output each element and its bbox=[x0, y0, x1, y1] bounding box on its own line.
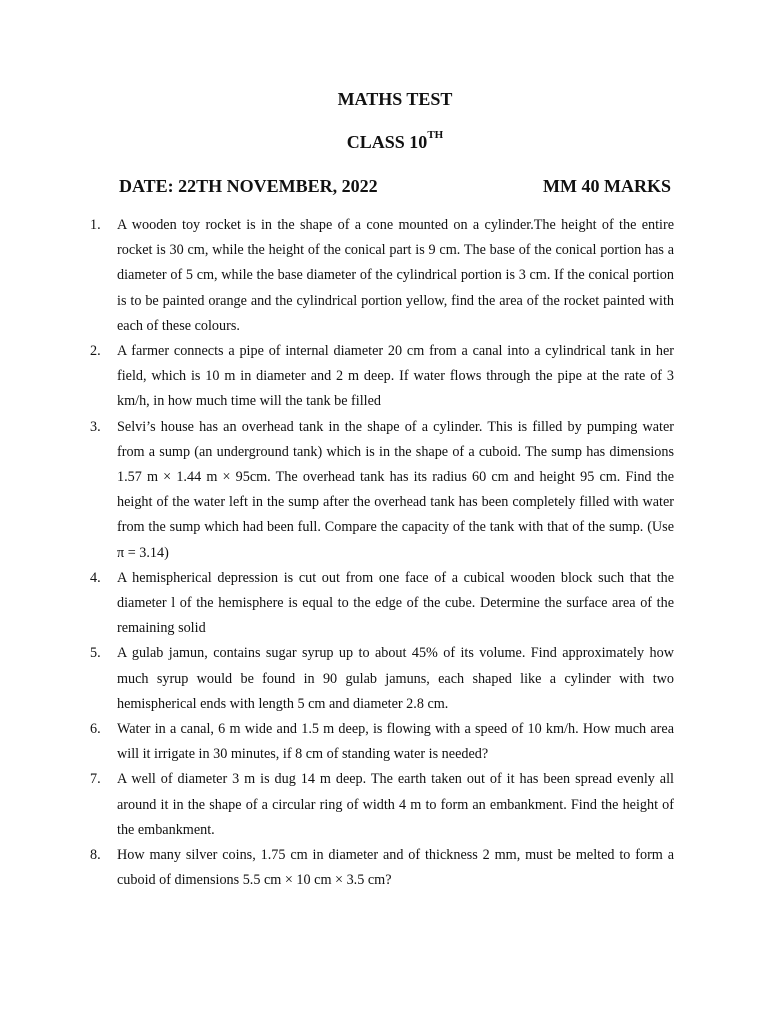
question-item bbox=[90, 767, 674, 843]
question-item bbox=[90, 843, 674, 893]
question-text: A well of diameter 3 m is dug 14 m deep. The earth taken out of it has been spread evenly all around it in the shape of a circular ring of width 4 m to form an embankment. Find the height of the embankment. bbox=[117, 771, 674, 838]
question-text: A wooden toy rocket is in the shape of a cone mounted on a cylinder.The height of the entire rocket is 30 cm, while the height of the conical part is 9 cm. The base of the conical portion has a diameter of 5 cm, while the base diameter of the cylindrical portion is 3 cm. If the conical portion is to be painted orange and the cylindrical portion yellow, find the area of the rocket painted with each of these colours. bbox=[117, 217, 674, 334]
question-number: 2. bbox=[90, 343, 101, 360]
question-item bbox=[90, 641, 674, 717]
question-number: 3. bbox=[90, 418, 101, 435]
max-marks: MM 40 MARKS bbox=[543, 176, 671, 196]
question-number: 1. bbox=[90, 217, 101, 233]
question-number: 6. bbox=[90, 721, 101, 738]
class-superscript: TH bbox=[427, 129, 444, 141]
question-list bbox=[90, 213, 674, 893]
question-number: 4. bbox=[90, 569, 101, 586]
question-text: Water in a canal, 6 m wide and 1.5 m deep, is flowing with a speed of 10 km/h. How much area will it irrigate in 30 minutes, if 8 cm of standing water is needed? bbox=[117, 721, 674, 763]
class-label: CLASS 10 bbox=[346, 132, 428, 152]
question-text: How many silver coins, 1.75 cm in diameter and of thickness 2 mm, must be melted to form a cuboid of dimensions 5.5 cm × 10 cm × 3.5 cm? bbox=[117, 847, 674, 889]
page-title: MATHS TEST bbox=[337, 89, 453, 109]
date-marks-line bbox=[119, 176, 671, 197]
test-date: DATE: 22TH NOVEMBER, 2022 bbox=[119, 176, 378, 196]
question-number: 5. bbox=[90, 645, 101, 662]
question-text: A farmer connects a pipe of internal diameter 20 cm from a canal into a cylindrical tank in her field, which is 10 m in diameter and 2 m deep. If water flows through the pipe at the rate of 3 km/h, in how much time will the tank be filled bbox=[117, 343, 674, 410]
question-text: A gulab jamun, contains sugar syrup up to about 45% of its volume. Find approximately how much syrup would be found in 90 gulab jamuns, each shaped like a cylinder with two hemispherical ends with length 5 cm and diameter 2.8 cm. bbox=[117, 645, 674, 712]
question-number: 8. bbox=[90, 847, 101, 864]
question-text: Selvi’s house has an overhead tank in the shape of a cylinder. This is filled by pumping water from a sump (an underground tank) which is in the shape of a cuboid. The sump has dimensions 1.57 m × 1.44 m × 95cm. The overhead tank has its radius 60 cm and height 95 cm. Find the height of the water left in the sump after the overhead tank has been completely filled with water from the sump which had been full. Compare the capacity of the tank with that of the sump. (Use π = 3.14) bbox=[117, 418, 674, 561]
question-item bbox=[90, 213, 674, 339]
question-item bbox=[90, 566, 674, 642]
class-heading bbox=[0, 129, 768, 153]
question-item bbox=[90, 717, 674, 767]
question-item bbox=[90, 415, 674, 566]
question-number: 7. bbox=[90, 771, 101, 788]
question-item bbox=[90, 339, 674, 415]
question-text: A hemispherical depression is cut out from one face of a cubical wooden block such that the diameter l of the hemisphere is equal to the edge of the cube. Determine the surface area of the remaining solid bbox=[117, 569, 674, 637]
